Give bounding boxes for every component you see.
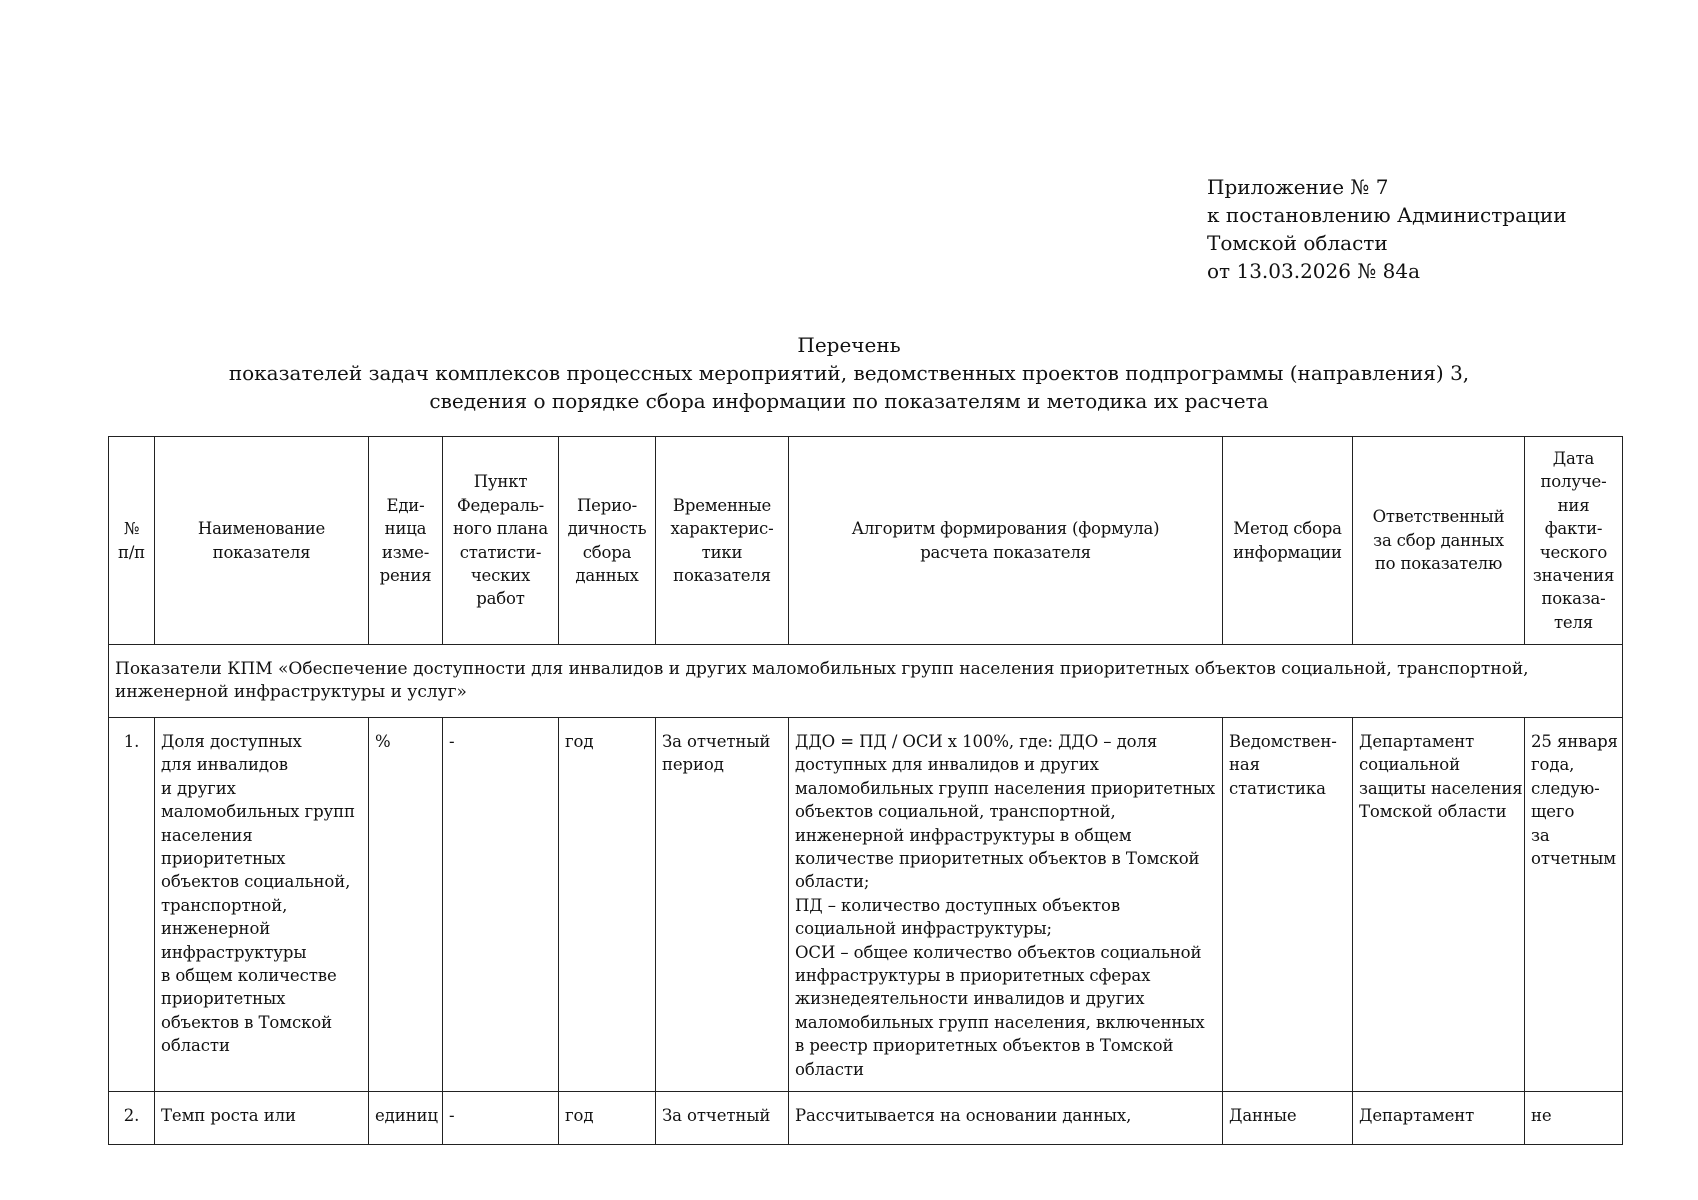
header-time-characteristics: Временные характерис- тики показателя — [656, 437, 789, 645]
periodicity-cell: год — [559, 1092, 656, 1145]
method-cell: Данные — [1223, 1092, 1353, 1145]
document-title — [110, 331, 1588, 415]
indicator-name: Доля доступных для инвалидов и других маломобильных групп населения приоритетных объектов социальной, транспортной, инженерной инфраструктуры в общем количестве приоритетных объектов в Томской области — [155, 718, 369, 1092]
time-characteristics-cell: За отчетный период — [656, 718, 789, 1092]
table-row — [109, 1092, 1623, 1145]
header-name: Наименование показателя — [155, 437, 369, 645]
appendix-line: Томской области — [1207, 231, 1388, 255]
header-federal-plan: Пункт Федераль- ного плана статисти- ческих работ — [443, 437, 559, 645]
header-num: № п/п — [109, 437, 155, 645]
row-number: 2. — [109, 1092, 155, 1145]
federal-plan-cell: - — [443, 718, 559, 1092]
unit-cell: единиц — [369, 1092, 443, 1145]
header-unit: Еди- ница изме- рения — [369, 437, 443, 645]
indicator-name: Темп роста или — [155, 1092, 369, 1145]
appendix-line: от 13.03.2026 № 84а — [1207, 259, 1420, 283]
section-title: Показатели КПМ «Обеспечение доступности для инвалидов и других маломобильных групп населения приоритетных объектов социальной, транспортной, инженерной инфраструктуры и услуг» — [109, 645, 1623, 718]
header-algorithm: Алгоритм формирования (формула) расчета показателя — [789, 437, 1223, 645]
appendix-line: к постановлению Администрации — [1207, 203, 1567, 227]
header-method: Метод сбора информации — [1223, 437, 1353, 645]
table-row — [109, 718, 1623, 1092]
algorithm-cell: ДДО = ПД / ОСИ х 100%, где: ДДО – доля доступных для инвалидов и других маломобильных групп населения приоритетных объектов социальной, транспортной, инженерной инфраструктуры в общем количестве приоритетных объектов в Томской области; ПД – количество доступных объектов социальной инфраструктуры; ОСИ – общее количество объектов социальной инфраструктуры в приоритетных сферах жизнедеятельности инвалидов и других маломобильных групп населения, включенных в реестр приоритетных объектов в Томской области — [789, 718, 1223, 1092]
algorithm-cell: Рассчитывается на основании данных, — [789, 1092, 1223, 1145]
row-number: 1. — [109, 718, 155, 1092]
unit-cell: % — [369, 718, 443, 1092]
federal-plan-cell: - — [443, 1092, 559, 1145]
section-row — [109, 645, 1623, 718]
header-date: Дата получе- ния факти- ческого значения показа- теля — [1525, 437, 1623, 645]
header-row — [109, 437, 1623, 645]
title-line: Перечень — [797, 333, 901, 357]
time-characteristics-cell: За отчетный — [656, 1092, 789, 1145]
appendix-line: Приложение № 7 — [1207, 175, 1389, 199]
indicators-table — [108, 436, 1623, 1145]
periodicity-cell: год — [559, 718, 656, 1092]
title-line: сведения о порядке сбора информации по показателям и методика их расчета — [429, 389, 1269, 413]
responsible-cell: Департамент — [1353, 1092, 1525, 1145]
method-cell: Ведомствен- ная статистика — [1223, 718, 1353, 1092]
date-cell: 25 января года, следую- щего за отчетным — [1525, 718, 1623, 1092]
appendix-block — [1207, 173, 1567, 285]
date-cell: не — [1525, 1092, 1623, 1145]
title-line: показателей задач комплексов процессных мероприятий, ведомственных проектов подпрограммы (направления) 3, — [228, 361, 1470, 385]
header-responsible: Ответственный за сбор данных по показателю — [1353, 437, 1525, 645]
responsible-cell: Департамент социальной защиты населения Томской области — [1353, 718, 1525, 1092]
header-periodicity: Перио- дичность сбора данных — [559, 437, 656, 645]
